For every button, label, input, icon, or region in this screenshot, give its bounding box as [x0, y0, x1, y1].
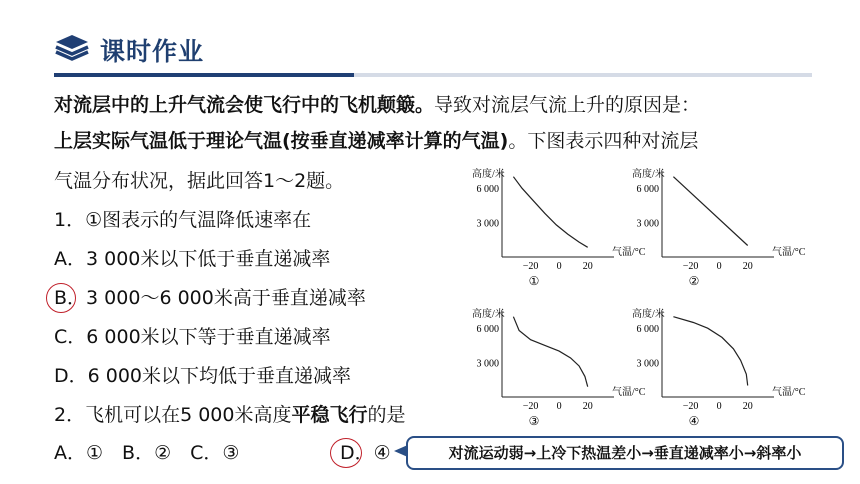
y-axis-label: 高度/米 — [632, 169, 665, 180]
y-tick-label: 6 000 — [476, 184, 499, 196]
x-tick-label: −20 — [522, 401, 539, 412]
chart-label: ④ — [688, 414, 700, 428]
y-tick-label: 3 000 — [636, 218, 659, 230]
answer-circle-d — [330, 438, 362, 468]
y-tick-label: 6 000 — [636, 184, 659, 196]
temperature-curve — [513, 317, 587, 387]
chart-1 — [450, 165, 646, 290]
q2-stem: 2．飞机可以在5 000米高度平稳飞行的是 — [54, 404, 406, 426]
y-tick-label: 3 000 — [636, 358, 659, 370]
q1-option-d: D．6 000米以下均低于垂直递减率 — [54, 365, 352, 387]
y-tick-label: 3 000 — [476, 358, 499, 370]
x-tick-label: 20 — [582, 261, 593, 272]
chart-label: ③ — [528, 414, 540, 428]
x-tick-label: 20 — [582, 401, 593, 412]
chart-label: ② — [688, 274, 700, 288]
q2-options: A．① B．② C．③ — [54, 442, 240, 464]
x-tick-label: 20 — [742, 261, 753, 272]
q2-option-d: D．④ — [340, 442, 391, 464]
temperature-curve — [673, 317, 747, 386]
x-tick-label: −20 — [682, 401, 699, 412]
chart-3 — [450, 305, 646, 430]
x-tick-label: 0 — [716, 261, 722, 272]
q1-option-c: C．6 000米以下等于垂直递减率 — [54, 326, 331, 348]
answer-circle-b — [46, 283, 76, 313]
chart-4 — [610, 305, 806, 430]
title-rule-dark — [54, 73, 354, 77]
title-rule-light — [354, 73, 812, 77]
header — [0, 0, 860, 80]
page-title: 课时作业 — [100, 37, 205, 66]
x-axis-label: 气温/°C — [612, 387, 646, 398]
y-axis-label: 高度/米 — [632, 309, 665, 320]
x-tick-label: 0 — [556, 401, 562, 412]
y-tick-label: 6 000 — [476, 324, 499, 336]
y-tick-label: 3 000 — [476, 218, 499, 230]
y-axis-label: 高度/米 — [472, 309, 505, 320]
layers-icon — [54, 33, 90, 61]
y-axis-label: 高度/米 — [472, 169, 505, 180]
x-axis-label: 气温/°C — [772, 387, 806, 398]
intro-line-3: 气温分布状况，据此回答1～2题。 — [54, 170, 345, 192]
chart-label: ① — [528, 274, 540, 288]
callout-note: 对流运动弱→上冷下热温差小→垂直递减率小→斜率小 — [406, 436, 844, 470]
chart-2 — [610, 165, 806, 290]
x-tick-label: 0 — [556, 261, 562, 272]
intro-line-1: 对流层中的上升气流会使飞行中的飞机颠簸。导致对流层气流上升的原因是： — [54, 94, 701, 116]
x-tick-label: 20 — [742, 401, 753, 412]
intro-line-2: 上层实际气温低于理论气温(按垂直递减率计算的气温)。下图表示四种对流层 — [54, 130, 699, 152]
x-tick-label: −20 — [682, 261, 699, 272]
x-axis-label: 气温/°C — [772, 247, 806, 258]
temperature-curve — [673, 177, 747, 246]
x-tick-label: −20 — [522, 261, 539, 272]
q1-option-b: B．3 000～6 000米高于垂直递减率 — [54, 287, 366, 309]
x-axis-label: 气温/°C — [612, 247, 646, 258]
y-tick-label: 6 000 — [636, 324, 659, 336]
temperature-curve — [513, 177, 587, 248]
x-tick-label: 0 — [716, 401, 722, 412]
q1-stem: 1．①图表示的气温降低速率在 — [54, 209, 312, 231]
q1-option-a: A．3 000米以下低于垂直递减率 — [54, 248, 331, 270]
